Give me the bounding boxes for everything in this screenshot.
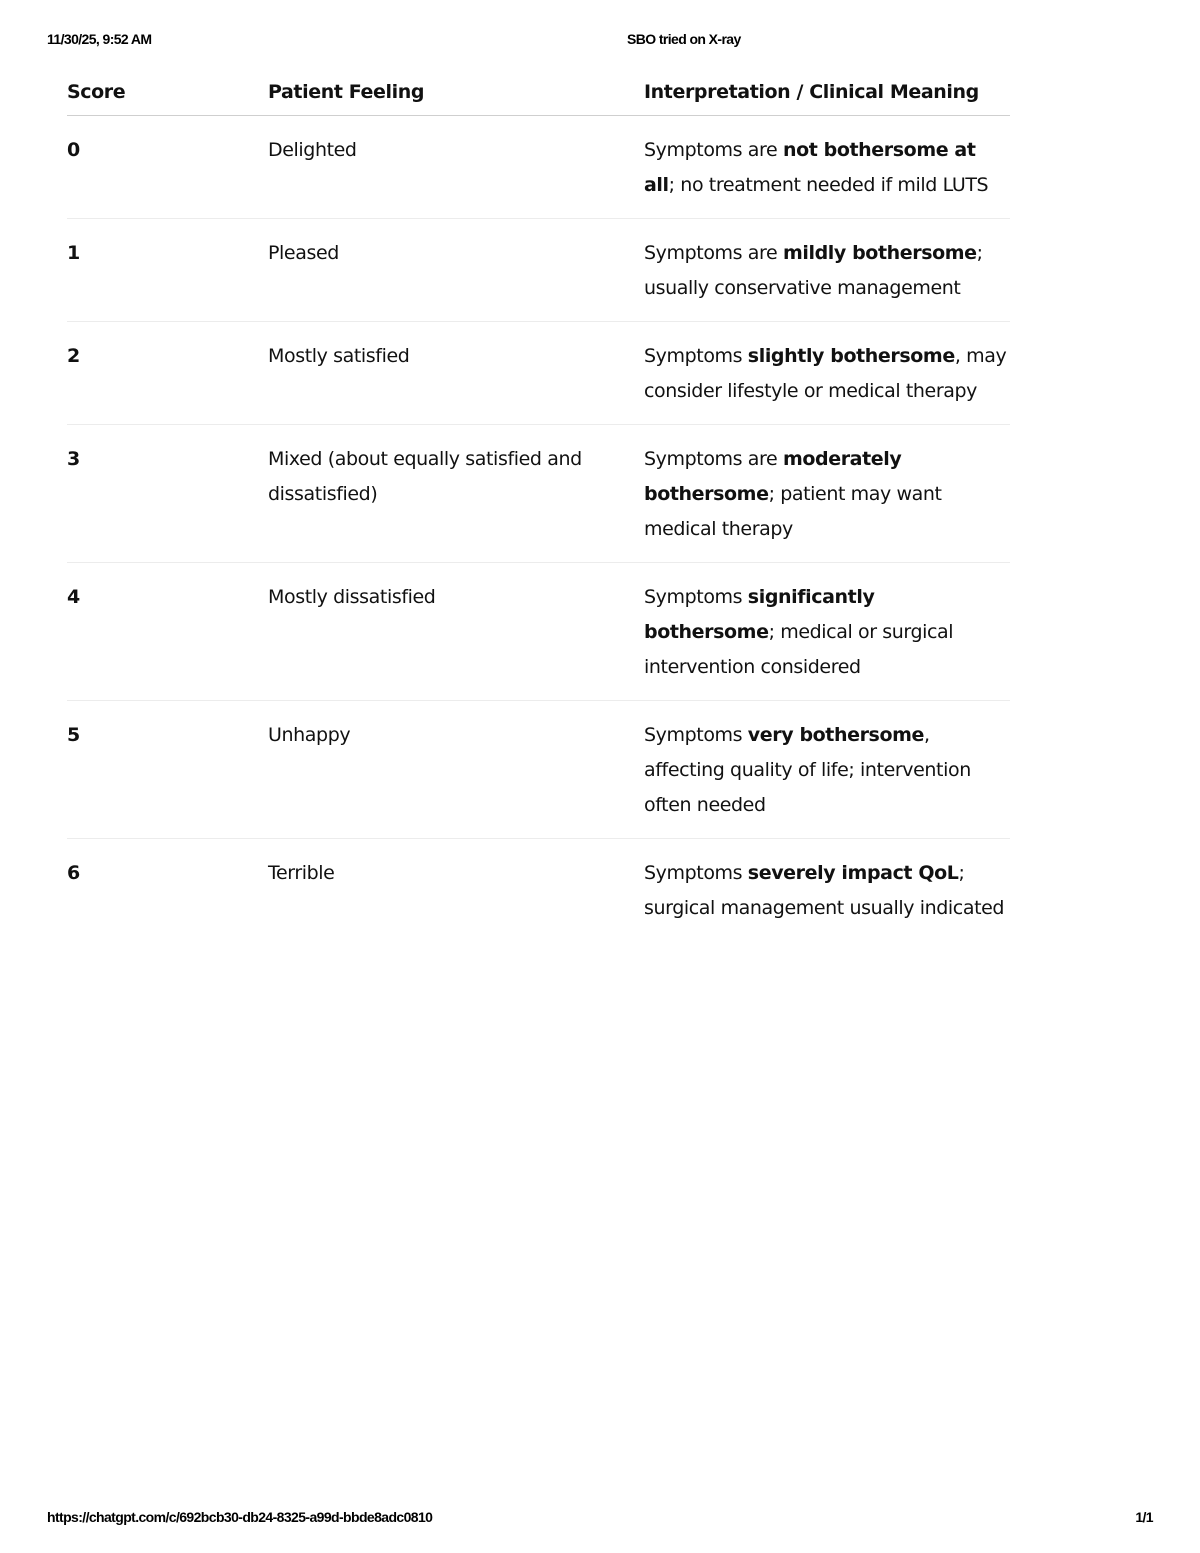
table-row (67, 839, 1010, 942)
interp-emphasis: severely impact QoL (747, 862, 959, 884)
interpretation-cell (644, 563, 1010, 701)
interp-text: Symptoms (644, 586, 748, 608)
header-interpretation: Interpretation / Clinical Meaning (644, 74, 1010, 116)
interpretation-cell (644, 219, 1010, 322)
interp-text: Symptoms (644, 345, 748, 367)
interp-text: Symptoms are (644, 448, 783, 470)
print-page-number: 1/1 (1135, 1509, 1153, 1525)
interp-emphasis: slightly bothersome (747, 345, 955, 367)
feeling-cell: Unhappy (268, 701, 644, 839)
table-header (67, 74, 1010, 116)
score-cell: 5 (67, 701, 268, 839)
interpretation-cell (644, 116, 1010, 219)
interp-emphasis: not bothersome at all (644, 139, 976, 196)
interp-text: , affecting quality of life; intervention often needed (644, 724, 971, 816)
interp-text: ; no treatment needed if mild LUTS (668, 174, 989, 196)
table-row (67, 219, 1010, 322)
bother-score-table (67, 74, 1010, 941)
print-url: https://chatgpt.com/c/692bcb30-db24-8325-a99d-bbde8adc0810 (47, 1509, 433, 1525)
interp-text: ; patient may want medical therapy (644, 483, 942, 540)
table-header-row (67, 74, 1010, 116)
interpretation-cell (644, 701, 1010, 839)
interp-emphasis: moderately bothersome (644, 448, 902, 505)
table-row (67, 425, 1010, 563)
feeling-cell: Mostly dissatisfied (268, 563, 644, 701)
interp-text: Symptoms (644, 862, 748, 884)
score-cell: 2 (67, 322, 268, 425)
table-row (67, 322, 1010, 425)
interp-text: ; surgical management usually indicated (644, 862, 1005, 919)
table-row (67, 116, 1010, 219)
feeling-cell: Mostly satisfied (268, 322, 644, 425)
interp-emphasis: mildly bothersome (782, 242, 977, 264)
table-row (67, 701, 1010, 839)
feeling-cell: Terrible (268, 862, 335, 884)
interpretation-cell (644, 425, 1010, 563)
table-body (67, 116, 1010, 942)
print-datetime: 11/30/25, 9:52 AM (47, 31, 152, 47)
table-row (67, 563, 1010, 701)
feeling-cell: Mixed (about equally satisfied and dissatisfied) (268, 425, 644, 563)
interp-text: , may consider lifestyle or medical therapy (644, 345, 1007, 402)
feeling-cell: Pleased (268, 219, 644, 322)
print-header (47, 31, 1153, 49)
print-footer (47, 1509, 1153, 1527)
interp-text: ; usually conservative management (644, 242, 983, 299)
header-score: Score (67, 74, 268, 116)
score-cell: 6 (67, 862, 80, 884)
score-cell: 0 (67, 116, 268, 219)
print-page-title: SBO tried on X-ray (627, 31, 741, 47)
score-cell: 3 (67, 425, 268, 563)
interpretation-cell (644, 322, 1010, 425)
header-patient-feeling: Patient Feeling (268, 74, 644, 116)
interpretation-cell (644, 839, 1010, 942)
interp-text: ; medical or surgical intervention considered (644, 621, 954, 678)
interp-text: Symptoms are (644, 242, 783, 264)
score-cell: 1 (67, 219, 268, 322)
interp-emphasis: very bothersome (747, 724, 925, 746)
interp-text: Symptoms (644, 724, 748, 746)
interp-text: Symptoms are (644, 139, 783, 161)
interp-emphasis: significantly bothersome (644, 586, 875, 643)
score-cell: 4 (67, 563, 268, 701)
feeling-cell: Delighted (268, 116, 644, 219)
